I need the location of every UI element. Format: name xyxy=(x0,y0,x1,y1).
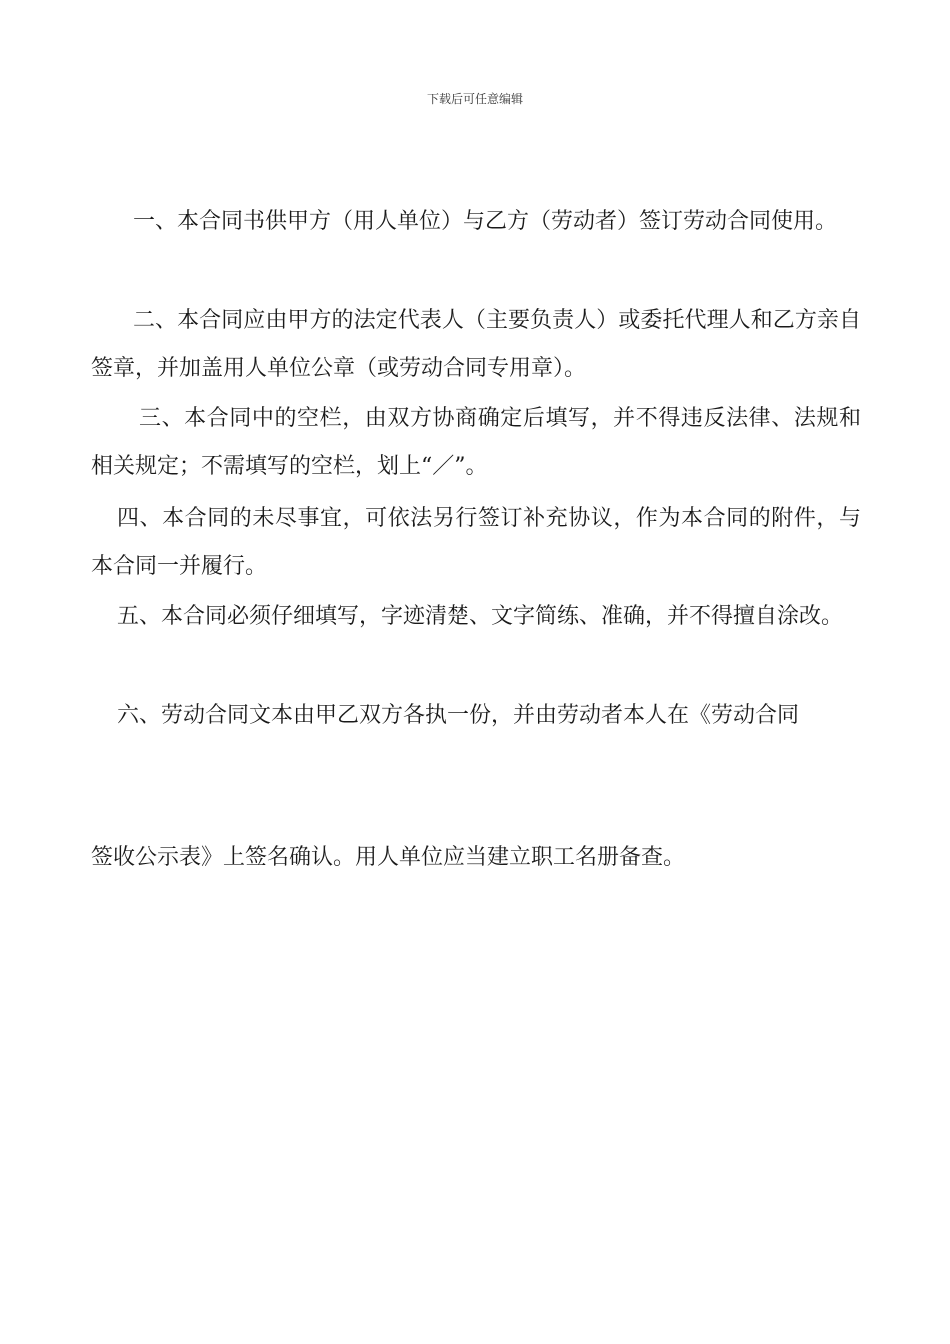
paragraph-4: 四、本合同的未尽事宜，可依法另行签订补充协议，作为本合同的附件，与本合同一并履行。 xyxy=(91,506,861,579)
paragraph-2: 二、本合同应由甲方的法定代表人（主要负责人）或委托代理人和乙方亲自签章，并加盖用人单位公章（或劳动合同专用章）。 xyxy=(91,308,861,381)
header-note: 下载后可任意编辑 xyxy=(426,92,523,106)
paragraph-1: 一、本合同书供甲方（用人单位）与乙方（劳动者）签订劳动合同使用。 xyxy=(133,209,838,234)
paragraph-6: 六、劳动合同文本由甲乙双方各执一份，并由劳动者本人在《劳动合同 xyxy=(117,703,800,728)
paragraph-6-continuation: 签收公示表》上签名确认。用人单位应当建立职工名册备查。 xyxy=(91,845,686,870)
paragraph-5: 五、本合同必须仔细填写，字迹清楚、文字简练、准确，并不得擅自涂改。 xyxy=(117,604,844,629)
paragraph-3: 三、本合同中的空栏，由双方协商确定后填写，并不得违反法律、法规和相关规定；不需填写的空栏，划上“／”。 xyxy=(91,406,861,479)
